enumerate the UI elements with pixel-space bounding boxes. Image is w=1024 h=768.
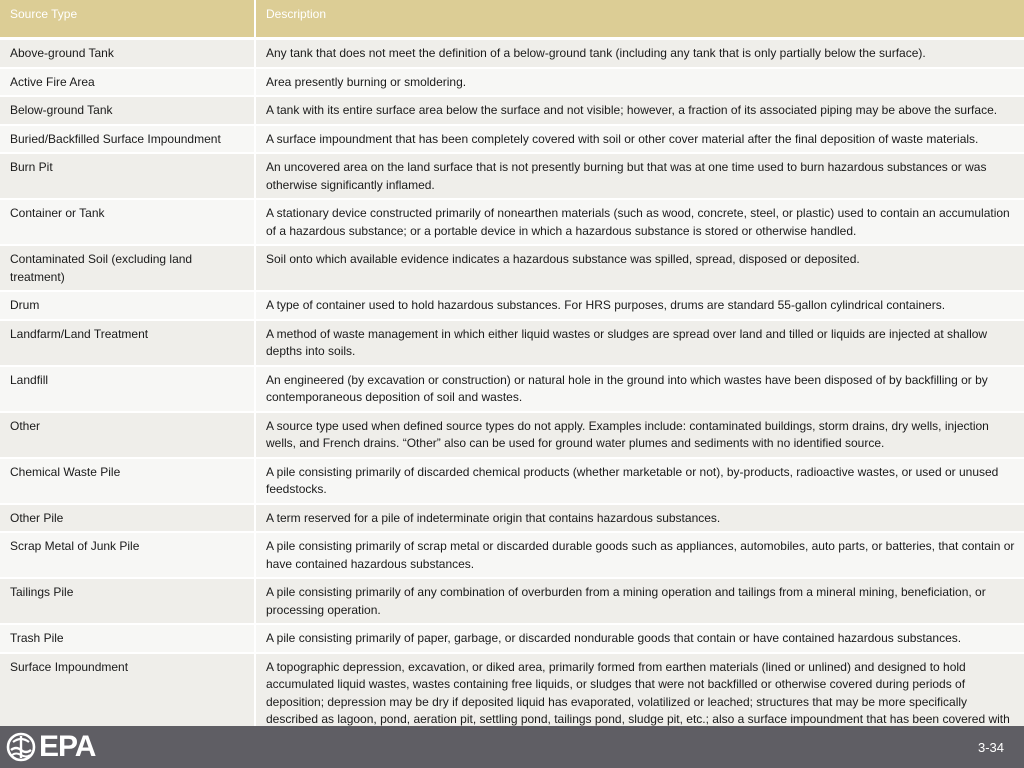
slide-number: 3-34 bbox=[977, 740, 1004, 755]
description-cell: A source type used when defined source types do not apply. Examples include: contaminated buildings, storm drains, dry wells, injection wells, and French drains. “Other” also can be used for ground water plumes and sediments with no identified source. bbox=[256, 413, 1024, 459]
description-cell: A term reserved for a pile of indeterminate origin that contains hazardous substances. bbox=[256, 505, 1024, 534]
table-row bbox=[0, 97, 1024, 126]
source-type-cell: Drum bbox=[0, 292, 256, 321]
table-row bbox=[0, 321, 1024, 367]
description-cell: A topographic depression, excavation, or diked area, primarily formed from earthen materials (lined or unlined) and designed to hold accumulated liquid wastes, wastes containing free liquids, or sludges that were not backfilled or otherwise covered during periods of deposition; depression may be dry if deposited liquid has evaporated, volatilized or leached; structures that may be more specifically described as lagoon, pond, aeration pit, settling pond, tailings pond, sludge pit, etc.; also a surface impoundment that has been covered with bbox=[256, 654, 1024, 753]
description-cell: A surface impoundment that has been completely covered with soil or other cover material after the final deposition of waste materials. bbox=[256, 126, 1024, 155]
source-type-cell: Landfill bbox=[0, 367, 256, 413]
source-type-cell: Container or Tank bbox=[0, 200, 256, 246]
table-row bbox=[0, 40, 1024, 69]
epa-emblem-icon bbox=[6, 732, 36, 762]
description-cell: A type of container used to hold hazardous substances. For HRS purposes, drums are standard 55-gallon cylindrical containers. bbox=[256, 292, 1024, 321]
table-row bbox=[0, 579, 1024, 625]
source-type-cell: Scrap Metal of Junk Pile bbox=[0, 533, 256, 579]
table-row bbox=[0, 505, 1024, 534]
description-cell: A stationary device constructed primarily of nonearthen materials (such as wood, concrete, steel, or plastic) used to contain an accumulation of a hazardous substance; or a portable device in which a hazardous substance is stored or otherwise handled. bbox=[256, 200, 1024, 246]
table-header-row bbox=[0, 0, 1024, 40]
description-cell: A pile consisting primarily of any combination of overburden from a mining operation and tailings from a mineral mining, beneficiation, or processing operation. bbox=[256, 579, 1024, 625]
table-row bbox=[0, 200, 1024, 246]
epa-logo bbox=[6, 731, 95, 763]
table-body bbox=[0, 40, 1024, 752]
source-type-cell: Above-ground Tank bbox=[0, 40, 256, 69]
source-type-cell: Other Pile bbox=[0, 505, 256, 534]
epa-logo-text: EPA bbox=[39, 730, 96, 763]
source-type-cell: Tailings Pile bbox=[0, 579, 256, 625]
source-type-cell: Trash Pile bbox=[0, 625, 256, 654]
table-row bbox=[0, 292, 1024, 321]
table-row bbox=[0, 625, 1024, 654]
column-header-description: Description bbox=[256, 0, 1024, 40]
description-cell: Any tank that does not meet the definition of a below-ground tank (including any tank that is only partially below the surface). bbox=[256, 40, 1024, 69]
source-type-cell: Burn Pit bbox=[0, 154, 256, 200]
column-header-source-type: Source Type bbox=[0, 0, 256, 40]
description-cell: An uncovered area on the land surface that is not presently burning but that was at one time used to burn hazardous substances or was otherwise significantly inflamed. bbox=[256, 154, 1024, 200]
description-cell: A method of waste management in which either liquid wastes or sludges are spread over land and tilled or liquids are injected at shallow depths into soils. bbox=[256, 321, 1024, 367]
table-row bbox=[0, 154, 1024, 200]
description-cell: A pile consisting primarily of discarded chemical products (whether marketable or not), by-products, radioactive wastes, or used or unused feedstocks. bbox=[256, 459, 1024, 505]
source-type-cell: Below-ground Tank bbox=[0, 97, 256, 126]
table-row bbox=[0, 459, 1024, 505]
source-type-cell: Other bbox=[0, 413, 256, 459]
source-type-cell: Surface Impoundment bbox=[0, 654, 256, 753]
description-cell: Area presently burning or smoldering. bbox=[256, 69, 1024, 98]
table-row bbox=[0, 413, 1024, 459]
table-row bbox=[0, 533, 1024, 579]
table-row bbox=[0, 126, 1024, 155]
table-row bbox=[0, 69, 1024, 98]
description-cell: A pile consisting primarily of paper, garbage, or discarded nondurable goods that contain or have contained hazardous substances. bbox=[256, 625, 1024, 654]
source-type-cell: Active Fire Area bbox=[0, 69, 256, 98]
source-type-cell: Chemical Waste Pile bbox=[0, 459, 256, 505]
description-cell: Soil onto which available evidence indicates a hazardous substance was spilled, spread, disposed or deposited. bbox=[256, 246, 1024, 292]
table-row bbox=[0, 246, 1024, 292]
source-type-cell: Buried/Backfilled Surface Impoundment bbox=[0, 126, 256, 155]
description-cell: A tank with its entire surface area below the surface and not visible; however, a fraction of its associated piping may be above the surface. bbox=[256, 97, 1024, 126]
source-type-cell: Landfarm/Land Treatment bbox=[0, 321, 256, 367]
description-cell: A pile consisting primarily of scrap metal or discarded durable goods such as appliances, automobiles, auto parts, or batteries, that contain or have contained hazardous substances. bbox=[256, 533, 1024, 579]
table-row bbox=[0, 367, 1024, 413]
source-type-cell: Contaminated Soil (excluding land treatment) bbox=[0, 246, 256, 292]
footer-bar bbox=[0, 726, 1024, 768]
description-cell: An engineered (by excavation or construction) or natural hole in the ground into which wastes have been disposed of by backfilling or by contemporaneous deposition of soil and wastes. bbox=[256, 367, 1024, 413]
